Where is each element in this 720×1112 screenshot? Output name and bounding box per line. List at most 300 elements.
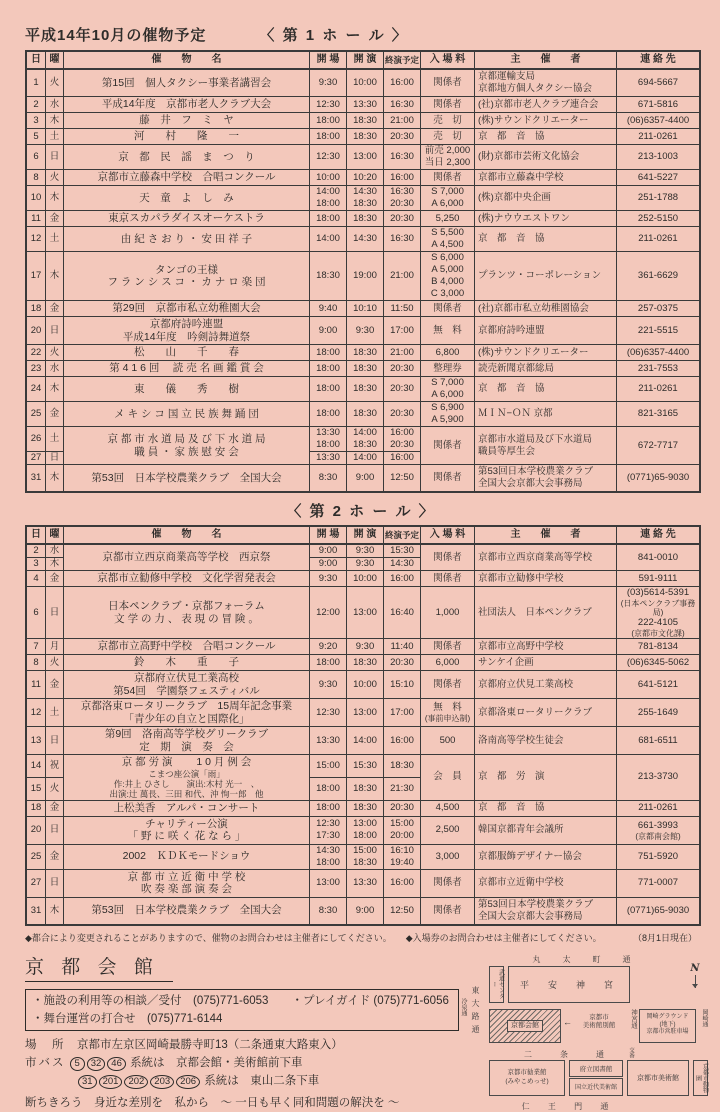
area-map xyxy=(459,954,711,1110)
modern-art-museum-block: 国立近代美術館 xyxy=(569,1078,623,1096)
start-time-cell: 10:00 xyxy=(346,571,383,586)
table-row xyxy=(27,670,699,698)
contact-cell: (06)6345-5062 xyxy=(616,655,699,670)
street-jingu: 神宮通 xyxy=(630,1008,637,1028)
start-time-cell: 10:10 xyxy=(346,301,383,316)
fee-cell: S 5,500 A 4,500 xyxy=(420,227,474,251)
ground-line1: 岡崎グラウンド xyxy=(646,1014,689,1021)
end-time-cell: 16:00 xyxy=(383,727,420,754)
event-name-cell: 京都府立伏見工業高校 第54回 学園祭フェスティバル xyxy=(63,671,309,698)
end-time-cell: 20:30 xyxy=(383,377,420,401)
organizer-cell: 京都市立近衛中学校 xyxy=(474,870,616,897)
ground-line2: (地下) xyxy=(659,1021,676,1028)
open-time-cell: 18:00 xyxy=(309,655,346,670)
organizer-cell: 京都洛東ロータリークラブ xyxy=(474,699,616,726)
event-name-cell: 松 山 千 春 xyxy=(63,345,309,360)
end-time-cell: 16:00 xyxy=(383,571,420,586)
table-row xyxy=(27,654,699,670)
day-cell: 31 xyxy=(30,472,42,483)
column-header: 入 場 料 xyxy=(420,52,474,68)
start-time-cell: 9:30 9:30 xyxy=(346,545,383,570)
street-higashioji: 東大路通 xyxy=(471,985,480,1038)
event-name-cell: タンゴの王様 フ ラ ン シ ス コ ・ カ ナ ロ 楽 団 xyxy=(63,252,309,300)
column-header: 日 xyxy=(31,54,41,65)
bus-route-line-1 xyxy=(25,1054,459,1072)
contact-cell: 841-0010 xyxy=(616,545,699,570)
contact-cell: 671-5816 xyxy=(616,97,699,112)
end-time-cell: 15:00 20:00 xyxy=(383,817,420,844)
police-box-label: 交番 xyxy=(628,1046,634,1058)
table-row xyxy=(27,726,699,754)
fee-cell: 3,000 xyxy=(420,845,474,869)
footnote-ticket-notice: ◆入場券のお問合わせは主催者にしてください。 xyxy=(405,932,602,943)
weekday-cell: 土 xyxy=(45,227,63,251)
organizer-cell: 韓国京都青年会議所 xyxy=(474,817,616,844)
table-row xyxy=(27,897,699,924)
organizer-cell: 京都市水道局及び下水道局 職員等厚生会 xyxy=(474,427,616,464)
heian-shrine-block: 平 安 神 宮 xyxy=(508,966,630,1003)
weekday-cell: 金 xyxy=(45,571,63,586)
bus-number-badge: 202 xyxy=(124,1075,148,1089)
day-cell: 12 xyxy=(30,233,42,244)
column-header: 主 催 者 xyxy=(474,527,616,543)
open-time-cell: 12:30 xyxy=(309,699,346,726)
organizer-cell: (株)サウンドクリエーター xyxy=(474,345,616,360)
bus-label: 市バス xyxy=(25,1056,66,1069)
contact-cell: 211-0261 xyxy=(616,227,699,251)
column-header: 催 物 名 xyxy=(63,527,309,543)
organizer-cell: 京 都 音 協 xyxy=(474,801,616,816)
hall1-table xyxy=(25,50,701,493)
start-time-cell: 9:30 xyxy=(346,317,383,344)
table-row xyxy=(27,96,699,112)
open-time-cell: 8:30 xyxy=(309,898,346,924)
end-time-cell: 20:30 xyxy=(383,129,420,144)
open-time-cell: 12:00 xyxy=(309,587,346,638)
day-cell: 18 xyxy=(30,802,42,813)
zoo-block: 京都市動物園 xyxy=(693,1060,708,1096)
event-name-cell: 京 都 市 水 道 局 及 び 下 水 道 局 職 員 ・ 家 族 慰 安 会 xyxy=(63,427,309,464)
fee-cell: 無 料 xyxy=(420,317,474,344)
event-name-cell: 京 都 労 演 1 0 月 例 会 こまつ座公演「雨」 作:井上 ひさし 演出:木村 光一 、 出演:辻 萬長、三田 和代、沖 恂一郎 他 xyxy=(63,755,309,800)
start-time-cell: 18:30 xyxy=(346,129,383,144)
event-name-cell: 第 4 1 6 回 読 売 名 画 鑑 賞 会 xyxy=(63,361,309,376)
start-time-cell: 18:30 xyxy=(346,345,383,360)
weekday-cell: 金 xyxy=(45,671,63,698)
table-row xyxy=(27,586,699,638)
event-name-cell: 京 都 民 謡 ま つ り xyxy=(63,145,309,169)
event-name-cell: 由 紀 さ お り ・ 安 田 祥 子 xyxy=(63,227,309,251)
end-time-cell: 18:30 21:30 xyxy=(383,755,420,800)
open-time-cell: 18:00 xyxy=(309,402,346,426)
start-time-cell: 18:30 xyxy=(346,377,383,401)
end-time-cell: 16:40 xyxy=(383,587,420,638)
weekday-cell: 火 xyxy=(45,70,63,96)
contact-cell: 771-0007 xyxy=(616,870,699,897)
organizer-cell: 読売新聞京都総局 xyxy=(474,361,616,376)
bus2-text: 系統は 東山二条下車 xyxy=(204,1074,320,1087)
contact-cell: 252-5150 xyxy=(616,211,699,226)
fee-cell: 売 切 xyxy=(420,129,474,144)
street-okazaki: 岡崎通 xyxy=(701,1008,707,1027)
bus1-numbers xyxy=(69,1057,127,1069)
end-time-cell: 12:50 xyxy=(383,465,420,491)
fee-cell: 無 料 (事前申込制) xyxy=(420,699,474,726)
open-time-cell: 18:00 xyxy=(309,377,346,401)
contact-cell: 781-8134 xyxy=(616,639,699,654)
fee-cell: S 6,000 A 5,000 B 4,000 C 3,000 xyxy=(420,252,474,300)
organizer-cell: 京都府詩吟連盟 xyxy=(474,317,616,344)
organizer-cell: (株)サウンドクリエーター xyxy=(474,113,616,128)
column-header: 開 演 xyxy=(346,527,383,543)
end-time-cell: 21:00 xyxy=(383,113,420,128)
event-name-cell: 河 村 隆 一 xyxy=(63,129,309,144)
open-time-cell: 14:00 xyxy=(309,227,346,251)
open-time-cell: 18:00 xyxy=(309,129,346,144)
fee-cell: 整理券 xyxy=(420,361,474,376)
day-cell: 18 xyxy=(30,302,42,314)
organizer-cell: 社団法人 日本ペンクラブ xyxy=(474,587,616,638)
organizer-cell: (株)ナウウエストワン xyxy=(474,211,616,226)
day-cell: 23 xyxy=(30,362,42,374)
weekday-cell: 金 xyxy=(45,211,63,226)
table-row xyxy=(27,344,699,360)
event-name-cell: 第9回 洛南高等学校グリークラブ 定 期 演 奏 会 xyxy=(63,727,309,754)
compass-needle-icon xyxy=(695,975,696,988)
contact-cell: 251-1788 xyxy=(616,186,699,210)
start-time-cell: 18:30 xyxy=(346,402,383,426)
organizer-cell: 第53回日本学校農業クラブ 全国大会京都大会事務局 xyxy=(474,898,616,924)
footnote xyxy=(25,931,697,944)
contact-cell: (0771)65-9030 xyxy=(616,465,699,491)
museum-annex-line2: 美術館別館 xyxy=(582,1022,616,1029)
contact-cell: 641-5227 xyxy=(616,170,699,185)
table-row xyxy=(27,816,699,844)
fee-cell: 売 切 xyxy=(420,113,474,128)
event-name-cell: 京都市立高野中学校 合唱コンクール xyxy=(63,639,309,654)
weekday-cell: 水 木 xyxy=(45,545,63,570)
bus2-numbers xyxy=(77,1075,201,1087)
open-time-cell: 18:00 xyxy=(309,113,346,128)
fee-cell: 関係者 xyxy=(420,545,474,570)
venue-title: 京 都 会 館 xyxy=(25,952,173,982)
kangyokan-line1: 京都市勧業館 xyxy=(507,1069,547,1076)
slogan: 断ちきろう 身近な差別を 私から 〜 一日も早く同和問題の解決を 〜 xyxy=(25,1096,400,1109)
left-arrow-icon: ← xyxy=(563,1016,572,1027)
table-row xyxy=(27,869,699,897)
start-time-cell: 9:00 xyxy=(346,465,383,491)
weekday-cell: 火 xyxy=(45,345,63,360)
weekday-cell: 金 xyxy=(45,301,63,316)
start-time-cell: 18:30 xyxy=(346,361,383,376)
end-time-cell: 16:00 xyxy=(383,70,420,96)
fee-cell: 会 員 xyxy=(420,755,474,800)
weekday-cell: 土 xyxy=(45,699,63,726)
start-time-cell: 18:30 xyxy=(346,655,383,670)
fee-cell: S 7,000 A 6,000 xyxy=(420,186,474,210)
end-time-cell: 15:10 xyxy=(383,671,420,698)
table-row xyxy=(27,69,699,96)
kyoto-kaikan-label: 京都会館 xyxy=(507,1020,543,1032)
contact-cell: 821-3165 xyxy=(616,402,699,426)
end-time-cell: 21:00 xyxy=(383,345,420,360)
open-time-cell: 18:00 xyxy=(309,361,346,376)
city-art-museum-block: 京都市美術館 xyxy=(627,1060,689,1096)
start-time-cell: 14:00 xyxy=(346,727,383,754)
day-cell: 5 xyxy=(33,130,39,142)
weekday-cell: 木 xyxy=(45,465,63,491)
prefectural-library-block: 府立図書館 xyxy=(569,1060,623,1077)
table-row xyxy=(27,300,699,316)
open-time-cell: 13:30 xyxy=(309,727,346,754)
fee-cell: 関係者 xyxy=(420,301,474,316)
open-time-cell: 12:30 17:30 xyxy=(309,817,346,844)
place-value: 京都市左京区岡崎最勝寺町13（二条通東大路東入） xyxy=(65,1038,343,1051)
weekday-cell: 水 xyxy=(45,361,63,376)
open-time-cell: 18:00 xyxy=(309,345,346,360)
venue-phone-line1: ・施設の利用等の相談／受付 (075)771-6053 ・プレイガイド (075)771-6056 xyxy=(32,994,449,1007)
kyoto-kaikan-block xyxy=(489,1009,561,1043)
event-name-cell: 平成14年度 京都市老人クラブ大会 xyxy=(63,97,309,112)
fee-cell: 関係者 xyxy=(420,465,474,491)
venue-address-line xyxy=(25,1036,459,1054)
day-cell: 2 xyxy=(33,98,39,110)
weekday-cell: 日 xyxy=(45,870,63,897)
event-name-cell: メ キ シ コ 国 立 民 族 舞 踊 団 xyxy=(63,402,309,426)
weekday-cell: 土 xyxy=(45,129,63,144)
organizer-cell: 京 都 音 協 xyxy=(474,377,616,401)
fee-cell: 5,250 xyxy=(420,211,474,226)
table-row xyxy=(27,570,699,586)
open-time-cell: 13:00 xyxy=(309,870,346,897)
open-time-cell: 9:30 xyxy=(309,671,346,698)
weekday-cell: 火 xyxy=(45,170,63,185)
table-row xyxy=(27,401,699,426)
weekday-cell: 日 xyxy=(45,817,63,844)
open-time-cell: 9:30 xyxy=(309,70,346,96)
organizer-cell: 京都市立勧修中学校 xyxy=(474,571,616,586)
contact-cell: (06)6357-4400 xyxy=(616,345,699,360)
event-name-cell: 京都市立勧修中学校 文化学習発表会 xyxy=(63,571,309,586)
compass-n-label: N xyxy=(690,962,700,974)
weekday-cell: 木 xyxy=(45,113,63,128)
day-cell: 25 xyxy=(30,850,42,862)
open-time-cell: 14:30 18:00 xyxy=(309,845,346,869)
weekday-cell: 日 xyxy=(45,587,63,638)
start-time-cell: 14:30 xyxy=(346,227,383,251)
contact-cell: (03)5614-5391 (日本ペンクラブ事務局) 222-4105 (京都市文化課) xyxy=(616,587,699,638)
weekday-cell: 木 xyxy=(45,898,63,924)
ground-line3: 京都市営駐車場 xyxy=(646,1029,689,1036)
organizer-cell: 京都市立藤森中学校 xyxy=(474,170,616,185)
contact-cell: 641-5121 xyxy=(616,671,699,698)
day-cell: 11 xyxy=(31,678,41,690)
start-time-cell: 13:00 xyxy=(346,699,383,726)
street-nijo: 二 条 通 xyxy=(524,1049,614,1059)
bus-number-badge: 203 xyxy=(150,1075,174,1089)
organizer-cell: (社)京都市私立幼稚園協会 xyxy=(474,301,616,316)
end-time-cell: 20:30 xyxy=(383,801,420,816)
table-row xyxy=(27,169,699,185)
event-name-cell: 京都洛東ロータリークラブ 15周年記念事業 「青少年の自立と国際化」 xyxy=(63,699,309,726)
start-time-cell: 9:00 xyxy=(346,898,383,924)
weekday-cell: 火 xyxy=(45,655,63,670)
fee-cell: 関係者 xyxy=(420,671,474,698)
table-row xyxy=(27,376,699,401)
open-time-cell: 12:30 xyxy=(309,145,346,169)
table-row xyxy=(27,210,699,226)
open-time-cell: 15:00 18:00 xyxy=(309,755,346,800)
organizer-cell: 京 都 労 演 xyxy=(474,755,616,800)
organizer-cell: 京都市立西京商業高等学校 xyxy=(474,545,616,570)
start-time-cell: 14:30 18:30 xyxy=(346,186,383,210)
fee-cell: 関係者 xyxy=(420,898,474,924)
day-cell: 10 xyxy=(30,192,42,203)
fee-cell: S 7,000 A 6,000 xyxy=(420,377,474,401)
start-time-cell: 13:00 18:00 xyxy=(346,817,383,844)
fee-cell: 関係者 xyxy=(420,97,474,112)
contact-cell: 211-0261 xyxy=(616,801,699,816)
venue-phone-box xyxy=(25,989,459,1031)
start-time-cell: 10:20 xyxy=(346,170,383,185)
end-time-cell: 17:00 xyxy=(383,699,420,726)
organizer-cell: ＭＩＮ−ＯＮ 京都 xyxy=(474,402,616,426)
open-time-cell: 9:00 9:00 xyxy=(309,545,346,570)
open-time-cell: 8:30 xyxy=(309,465,346,491)
event-name-cell: 第53回 日本学校農業クラブ 全国大会 xyxy=(63,898,309,924)
organizer-cell: (財)京都市芸術文化協会 xyxy=(474,145,616,169)
bus-number-badge: 206 xyxy=(176,1075,200,1089)
table-row xyxy=(27,844,699,869)
start-time-cell: 19:00 xyxy=(346,252,383,300)
event-name-cell: 京都府詩吟連盟 平成14年度 吟剣詩舞道祭 xyxy=(63,317,309,344)
day-cell: 22 xyxy=(30,346,42,358)
bus-number-badge: 31 xyxy=(78,1075,97,1089)
column-header: 入 場 料 xyxy=(420,527,474,543)
header-row xyxy=(27,52,699,69)
table-row xyxy=(27,316,699,344)
weekday-cell: 金 xyxy=(45,801,63,816)
end-time-cell: 20:30 xyxy=(383,361,420,376)
column-header: 曜 xyxy=(45,527,63,543)
table-row xyxy=(27,144,699,169)
open-time-cell: 12:30 xyxy=(309,97,346,112)
event-name-cell: 第15回 個人タクシー事業者講習会 xyxy=(63,70,309,96)
event-name-cell: 第53回 日本学校農業クラブ 全国大会 xyxy=(63,465,309,491)
fee-cell: 前売 2,000 当日 2,300 xyxy=(420,145,474,169)
start-time-cell: 15:00 18:30 xyxy=(346,845,383,869)
weekday-cell: 日 xyxy=(45,145,63,169)
contact-cell: 213-1003 xyxy=(616,145,699,169)
end-time-cell: 16:30 xyxy=(383,227,420,251)
contact-cell: 694-5667 xyxy=(616,70,699,96)
table-row xyxy=(27,185,699,210)
weekday-cell: 木 xyxy=(45,186,63,210)
column-header: 日 xyxy=(31,529,41,540)
weekday-cell: 祝 火 xyxy=(45,755,63,800)
street-reisen: 冷泉通 xyxy=(460,997,466,1016)
event-name-cell: 京都市立西京商業高等学校 西京祭 xyxy=(63,545,309,570)
column-header: 開 演 xyxy=(346,52,383,68)
end-time-cell: 15:30 14:30 xyxy=(383,545,420,570)
open-time-cell: 18:30 xyxy=(309,252,346,300)
start-time-cell: 15:30 18:30 xyxy=(346,755,383,800)
organizer-cell: (株)京都中央企画 xyxy=(474,186,616,210)
event-name-cell: 京都市立藤森中学校 合唱コンクール xyxy=(63,170,309,185)
fee-cell: S 6,900 A 5,900 xyxy=(420,402,474,426)
open-time-cell: 10:00 xyxy=(309,170,346,185)
event-name-cell: 東 儀 秀 樹 xyxy=(63,377,309,401)
end-time-cell: 20:30 xyxy=(383,211,420,226)
start-time-cell: 13:30 xyxy=(346,870,383,897)
street-niomon: 仁 王 門 通 xyxy=(521,1101,617,1111)
column-header: 主 催 者 xyxy=(474,52,616,68)
end-time-cell: 12:50 xyxy=(383,898,420,924)
table-row xyxy=(27,112,699,128)
bus-number-badge: 32 xyxy=(87,1057,106,1071)
kangyokan-block xyxy=(489,1060,565,1096)
event-name-cell: チャリティー公演 「 野 に 咲 く 花 な ら 」 xyxy=(63,817,309,844)
table-row xyxy=(27,800,699,816)
street-marutamachi: 丸 太 町 通 xyxy=(532,954,638,964)
start-time-cell: 14:00 18:30 14:00 xyxy=(346,427,383,464)
open-time-cell: 13:30 18:00 13:30 xyxy=(309,427,346,464)
day-cell: 6 xyxy=(33,606,39,618)
as-of-date: （8月1日現在） xyxy=(632,932,697,943)
fee-cell: 500 xyxy=(420,727,474,754)
place-label: 場 所 xyxy=(25,1038,66,1051)
bus-number-badge: 46 xyxy=(107,1057,126,1071)
organizer-cell: 第53回日本学校農業クラブ 全国大会京都大会事務局 xyxy=(474,465,616,491)
column-header: 終演予定 xyxy=(383,52,420,68)
weekday-cell: 木 xyxy=(45,252,63,300)
day-cell: 12 xyxy=(30,706,42,718)
header-row xyxy=(27,527,699,544)
organizer-cell: 京都市立高野中学校 xyxy=(474,639,616,654)
open-time-cell: 18:00 xyxy=(309,211,346,226)
contact-cell: 672-7717 xyxy=(616,427,699,464)
footnote-change-notice: ◆都合により変更されることがありますので、催物のお問合わせは主催者にしてください。 xyxy=(25,932,392,943)
contact-cell: 211-0261 xyxy=(616,377,699,401)
end-time-cell: 21:00 xyxy=(383,252,420,300)
budo-center-block: 武道センター xyxy=(489,966,504,1003)
title-row xyxy=(25,24,697,46)
weekday-cell: 月 xyxy=(45,639,63,654)
day-cell: 4 xyxy=(33,572,39,584)
museum-annex-line1: 京都市 xyxy=(589,1013,609,1021)
day-cell: 6 xyxy=(33,151,39,162)
hall2-heading: 〈 第 2 ホ ー ル 〉 xyxy=(286,503,436,520)
bus-number-badge: 5 xyxy=(70,1057,85,1071)
open-time-cell: 9:20 xyxy=(309,639,346,654)
organizer-cell: 京 都 音 協 xyxy=(474,129,616,144)
end-time-cell: 16:00 xyxy=(383,170,420,185)
start-time-cell: 13:00 xyxy=(346,587,383,638)
event-name-cell: 上松美香 アルパ・コンサート xyxy=(63,801,309,816)
contact-cell: 591-9111 xyxy=(616,571,699,586)
bus1-text: 系統は 京都会館・美術館前下車 xyxy=(130,1056,303,1069)
start-time-cell: 18:30 xyxy=(346,801,383,816)
column-header: 開 場 xyxy=(309,527,346,543)
column-header: 連 絡 先 xyxy=(616,527,699,543)
event-name-cell: 2002 ＫＤＫモードショウ xyxy=(63,845,309,869)
fee-cell: 関係者 xyxy=(420,70,474,96)
table-row xyxy=(27,638,699,654)
column-header: 開 場 xyxy=(309,52,346,68)
start-time-cell: 9:30 xyxy=(346,639,383,654)
fee-cell: 4,500 xyxy=(420,801,474,816)
day-cell: 31 xyxy=(30,904,42,916)
